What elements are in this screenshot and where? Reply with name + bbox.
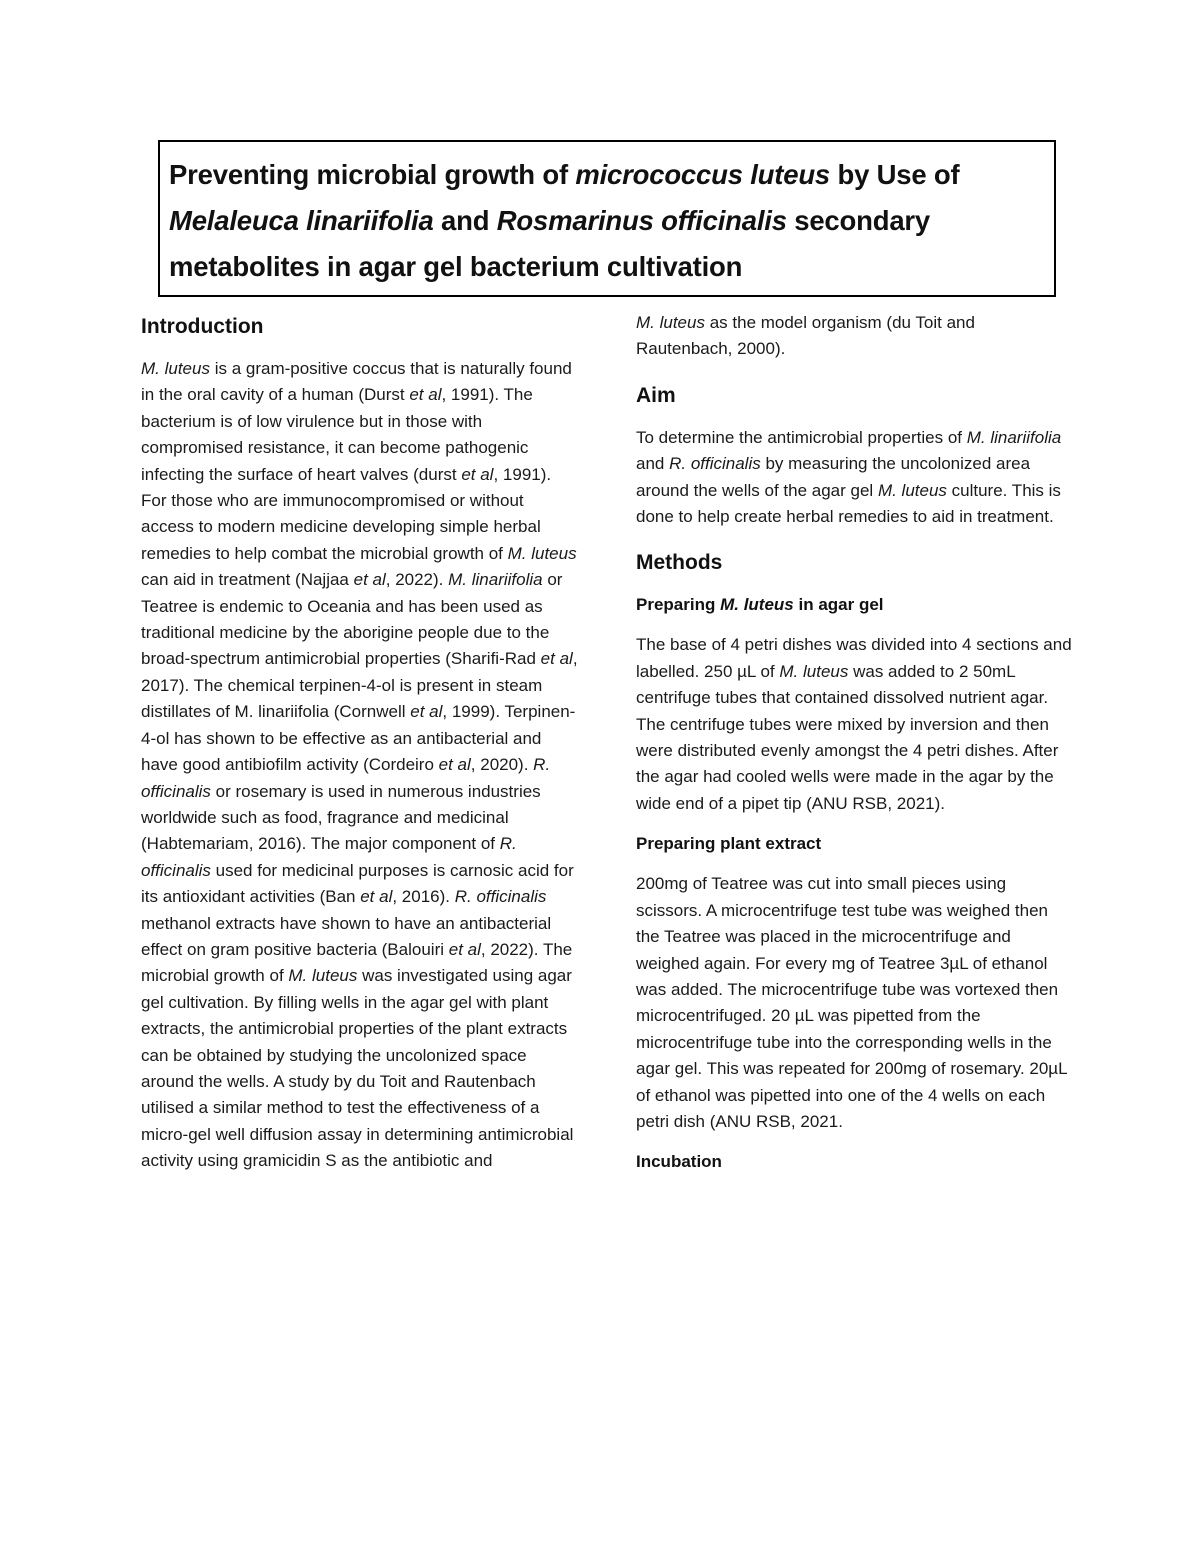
- left-column: [141, 312, 581, 1175]
- document-title: Preventing microbial growth of micrococcus luteus by Use of Melaleuca linariifolia and Rosmarinus officinalis secondary metabolites in agar gel bacterium cultivation: [169, 159, 960, 282]
- preparing-plant-extract-paragraph: 200mg of Teatree was cut into small pieces using scissors. A microcentrifuge test tube was weighed then the Teatree was placed in the microcentrifuge and weighed again. For every mg of Teatree 3µL of ethanol was added. The microcentrifuge tube was vortexed then microcentrifuged. 20 µL was pipetted from the microcentrifuge tube into the corresponding wells in the agar gel. This was repeated for 200mg of rosemary. 20µL of ethanol was pipetted into one of the 4 wells on each petri dish (ANU RSB, 2021.: [636, 874, 1067, 1131]
- introduction-paragraph: M. luteus is a gram-positive coccus that is naturally found in the oral cavity of a human (Durst et al, 1991). The bacterium is of low virulence but in those with compromised resistance, it can become pathogenic infecting the surface of heart valves (durst et al, 1991). For those who are immunocompromised or without access to modern medicine developing simple herbal remedies to help combat the microbial growth of M. luteus can aid in treatment (Najjaa et al, 2022). M. linariifolia or Teatree is endemic to Oceania and has been used as traditional medicine by the aborigine people due to the broad-spectrum antimicrobial properties (Sharifi-Rad et al, 2017). The chemical terpinen-4-ol is present in steam distillates of M. linariifolia (Cornwell et al, 1999). Terpinen-4-ol has shown to be effective as an antibacterial and have good antibiofilm activity (Cordeiro et al, 2020). R. officinalis or rosemary is used in numerous industries worldwide such as food, fragrance and medicinal (Habtemariam, 2016). The major component of R. officinalis used for medicinal purposes is carnosic acid for its antioxidant activities (Ban et al, 2016). R. officinalis methanol extracts have shown to have an antibacterial effect on gram positive bacteria (Balouiri et al, 2022). The microbial growth of M. luteus was investigated using agar gel cultivation. By filling wells in the agar gel with plant extracts, the antimicrobial properties of the plant extracts can be obtained by studying the uncolonized space around the wells. A study by du Toit and Rautenbach utilised a similar method to test the effectiveness of a micro-gel well diffusion assay in determining antimicrobial activity using gramicidin S as the antibiotic and: [141, 359, 578, 1171]
- preparing-plant-extract-subheading: Preparing plant extract: [636, 834, 822, 854]
- incubation-subheading: Incubation: [636, 1152, 722, 1172]
- aim-paragraph: To determine the antimicrobial properties of M. linariifolia and R. officinalis by measuring the uncolonized area around the wells of the agar gel M. luteus culture. This is done to help create herbal remedies to aid in treatment.: [636, 427, 1062, 527]
- introduction-heading: Introduction: [141, 315, 264, 338]
- introduction-continuation: M. luteus as the model organism (du Toit and Rautenbach, 2000).: [636, 313, 975, 359]
- right-column: [636, 310, 1076, 1175]
- title-box: [158, 140, 1056, 297]
- preparing-m-luteus-subheading: Preparing M. luteus in agar gel: [636, 595, 884, 615]
- aim-heading: Aim: [636, 383, 676, 407]
- preparing-m-luteus-paragraph: The base of 4 petri dishes was divided into 4 sections and labelled. 250 µL of M. luteus was added to 2 50mL centrifuge tubes that contained dissolved nutrient agar. The centrifuge tubes were mixed by inversion and then were distributed evenly amongst the 4 petri dishes. After the agar had cooled wells were made in the agar by the wide end of a pipet tip (ANU RSB, 2021).: [636, 635, 1072, 813]
- methods-heading: Methods: [636, 551, 723, 575]
